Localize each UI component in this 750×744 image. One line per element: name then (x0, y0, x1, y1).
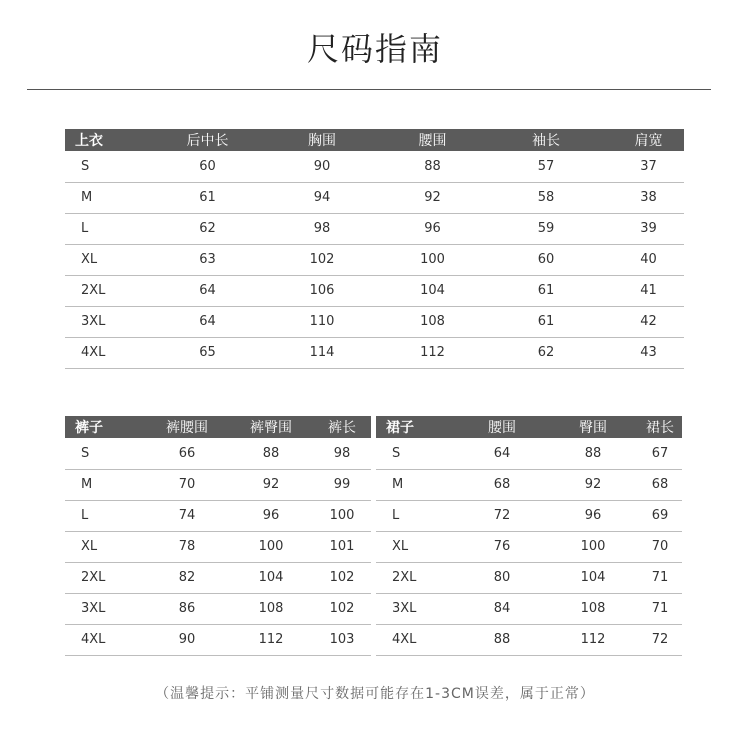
pants-measure-cell: 112 (229, 624, 313, 655)
skirts-size-label: L (376, 500, 456, 531)
skirts-size-table (376, 416, 682, 656)
tops-table-row (65, 151, 684, 182)
tops-size-label: 3XL (65, 306, 157, 337)
tops-table-row (65, 337, 684, 368)
skirts-measure-cell: 88 (456, 624, 548, 655)
skirts-measure-cell: 92 (548, 469, 638, 500)
pants-measure-cell: 90 (145, 624, 229, 655)
tops-header-cell: 胸围 (258, 129, 386, 151)
skirts-size-label: M (376, 469, 456, 500)
pants-table-row (65, 624, 371, 655)
tops-measure-cell: 41 (613, 275, 684, 306)
skirts-measure-cell: 112 (548, 624, 638, 655)
pants-measure-cell: 66 (145, 438, 229, 469)
pants-size-label: S (65, 438, 145, 469)
pants-measure-cell: 100 (229, 531, 313, 562)
skirts-measure-cell: 84 (456, 593, 548, 624)
tops-measure-cell: 61 (479, 275, 613, 306)
pants-measure-cell: 78 (145, 531, 229, 562)
pants-size-label: L (65, 500, 145, 531)
pants-size-label: 2XL (65, 562, 145, 593)
tops-measure-cell: 61 (479, 306, 613, 337)
pants-measure-cell: 70 (145, 469, 229, 500)
tops-header-row (65, 129, 684, 151)
pants-measure-cell: 86 (145, 593, 229, 624)
skirts-measure-cell: 68 (638, 469, 682, 500)
tops-measure-cell: 60 (157, 151, 258, 182)
pants-measure-cell: 104 (229, 562, 313, 593)
pants-measure-cell: 108 (229, 593, 313, 624)
skirts-measure-cell: 64 (456, 438, 548, 469)
pants-header-cell: 裤腰围 (145, 416, 229, 438)
footer-note: （温馨提示：平铺测量尺寸数据可能存在1-3CM误差，属于正常） (155, 686, 595, 702)
skirts-measure-cell: 72 (456, 500, 548, 531)
pants-measure-cell: 98 (313, 438, 371, 469)
skirts-header-cell: 腰围 (456, 416, 548, 438)
tops-measure-cell: 57 (479, 151, 613, 182)
tops-measure-cell: 65 (157, 337, 258, 368)
tops-measure-cell: 102 (258, 244, 386, 275)
skirts-size-label: 3XL (376, 593, 456, 624)
tops-table-row (65, 213, 684, 244)
tops-size-label: 4XL (65, 337, 157, 368)
skirts-table-row (376, 562, 682, 593)
skirts-measure-cell: 80 (456, 562, 548, 593)
tops-measure-cell: 42 (613, 306, 684, 337)
tops-measure-cell: 92 (386, 182, 479, 213)
skirts-table-row (376, 469, 682, 500)
tops-table-row (65, 306, 684, 337)
tops-header-cell: 肩宽 (613, 129, 684, 151)
pants-size-label: M (65, 469, 145, 500)
tops-table-row (65, 244, 684, 275)
skirts-measure-cell: 67 (638, 438, 682, 469)
tops-measure-cell: 40 (613, 244, 684, 275)
pants-measure-cell: 101 (313, 531, 371, 562)
tops-measure-cell: 112 (386, 337, 479, 368)
skirts-table-row (376, 624, 682, 655)
tops-measure-cell: 94 (258, 182, 386, 213)
skirts-measure-cell: 96 (548, 500, 638, 531)
skirts-measure-cell: 70 (638, 531, 682, 562)
skirts-header-cell: 裙子 (376, 416, 456, 438)
pants-table-row (65, 562, 371, 593)
skirts-measure-cell: 72 (638, 624, 682, 655)
pants-table-row (65, 438, 371, 469)
tops-measure-cell: 114 (258, 337, 386, 368)
tops-size-label: S (65, 151, 157, 182)
skirts-measure-cell: 104 (548, 562, 638, 593)
tops-measure-cell: 37 (613, 151, 684, 182)
tops-header-cell: 腰围 (386, 129, 479, 151)
tops-measure-cell: 108 (386, 306, 479, 337)
skirts-header-row (376, 416, 682, 438)
skirts-table-row (376, 593, 682, 624)
skirts-size-label: 2XL (376, 562, 456, 593)
pants-measure-cell: 92 (229, 469, 313, 500)
pants-measure-cell: 102 (313, 562, 371, 593)
tops-table-row (65, 275, 684, 306)
pants-table-row (65, 593, 371, 624)
skirts-header-cell: 臀围 (548, 416, 638, 438)
skirts-size-label: S (376, 438, 456, 469)
tops-measure-cell: 60 (479, 244, 613, 275)
page-title: 尺码指南 (306, 30, 443, 68)
pants-size-label: 3XL (65, 593, 145, 624)
tops-measure-cell: 43 (613, 337, 684, 368)
skirts-measure-cell: 69 (638, 500, 682, 531)
tops-size-label: 2XL (65, 275, 157, 306)
pants-size-label: 4XL (65, 624, 145, 655)
tops-header-cell: 袖长 (479, 129, 613, 151)
tops-measure-cell: 104 (386, 275, 479, 306)
tops-measure-cell: 110 (258, 306, 386, 337)
skirts-measure-cell: 71 (638, 562, 682, 593)
skirts-measure-cell: 68 (456, 469, 548, 500)
skirts-table-row (376, 438, 682, 469)
tops-measure-cell: 38 (613, 182, 684, 213)
tops-measure-cell: 39 (613, 213, 684, 244)
pants-measure-cell: 99 (313, 469, 371, 500)
tops-header-cell: 后中长 (157, 129, 258, 151)
pants-measure-cell: 102 (313, 593, 371, 624)
pants-header-cell: 裤长 (313, 416, 371, 438)
pants-measure-cell: 96 (229, 500, 313, 531)
pants-measure-cell: 100 (313, 500, 371, 531)
pants-table-row (65, 500, 371, 531)
tops-size-label: XL (65, 244, 157, 275)
pants-measure-cell: 103 (313, 624, 371, 655)
tops-measure-cell: 62 (479, 337, 613, 368)
skirts-table-row (376, 500, 682, 531)
tops-table-row (65, 182, 684, 213)
tops-measure-cell: 90 (258, 151, 386, 182)
tops-measure-cell: 88 (386, 151, 479, 182)
tops-size-table (65, 129, 684, 369)
tops-size-label: M (65, 182, 157, 213)
skirts-measure-cell: 108 (548, 593, 638, 624)
pants-table-row (65, 469, 371, 500)
pants-header-cell: 裤子 (65, 416, 145, 438)
skirts-measure-cell: 100 (548, 531, 638, 562)
tops-measure-cell: 61 (157, 182, 258, 213)
skirts-measure-cell: 71 (638, 593, 682, 624)
pants-table-row (65, 531, 371, 562)
tops-measure-cell: 63 (157, 244, 258, 275)
pants-measure-cell: 74 (145, 500, 229, 531)
pants-header-row (65, 416, 371, 438)
tops-measure-cell: 100 (386, 244, 479, 275)
tops-measure-cell: 96 (386, 213, 479, 244)
tops-measure-cell: 58 (479, 182, 613, 213)
pants-size-table (65, 416, 371, 656)
pants-measure-cell: 82 (145, 562, 229, 593)
tops-measure-cell: 64 (157, 306, 258, 337)
skirts-measure-cell: 88 (548, 438, 638, 469)
skirts-size-label: XL (376, 531, 456, 562)
skirts-measure-cell: 76 (456, 531, 548, 562)
tops-measure-cell: 98 (258, 213, 386, 244)
tops-measure-cell: 64 (157, 275, 258, 306)
tops-size-label: L (65, 213, 157, 244)
tops-header-cell: 上衣 (65, 129, 157, 151)
tops-measure-cell: 62 (157, 213, 258, 244)
tops-measure-cell: 106 (258, 275, 386, 306)
skirts-size-label: 4XL (376, 624, 456, 655)
tops-measure-cell: 59 (479, 213, 613, 244)
pants-header-cell: 裤臀围 (229, 416, 313, 438)
pants-measure-cell: 88 (229, 438, 313, 469)
skirts-header-cell: 裙长 (638, 416, 682, 438)
skirts-table-row (376, 531, 682, 562)
pants-size-label: XL (65, 531, 145, 562)
title-divider (27, 89, 711, 90)
